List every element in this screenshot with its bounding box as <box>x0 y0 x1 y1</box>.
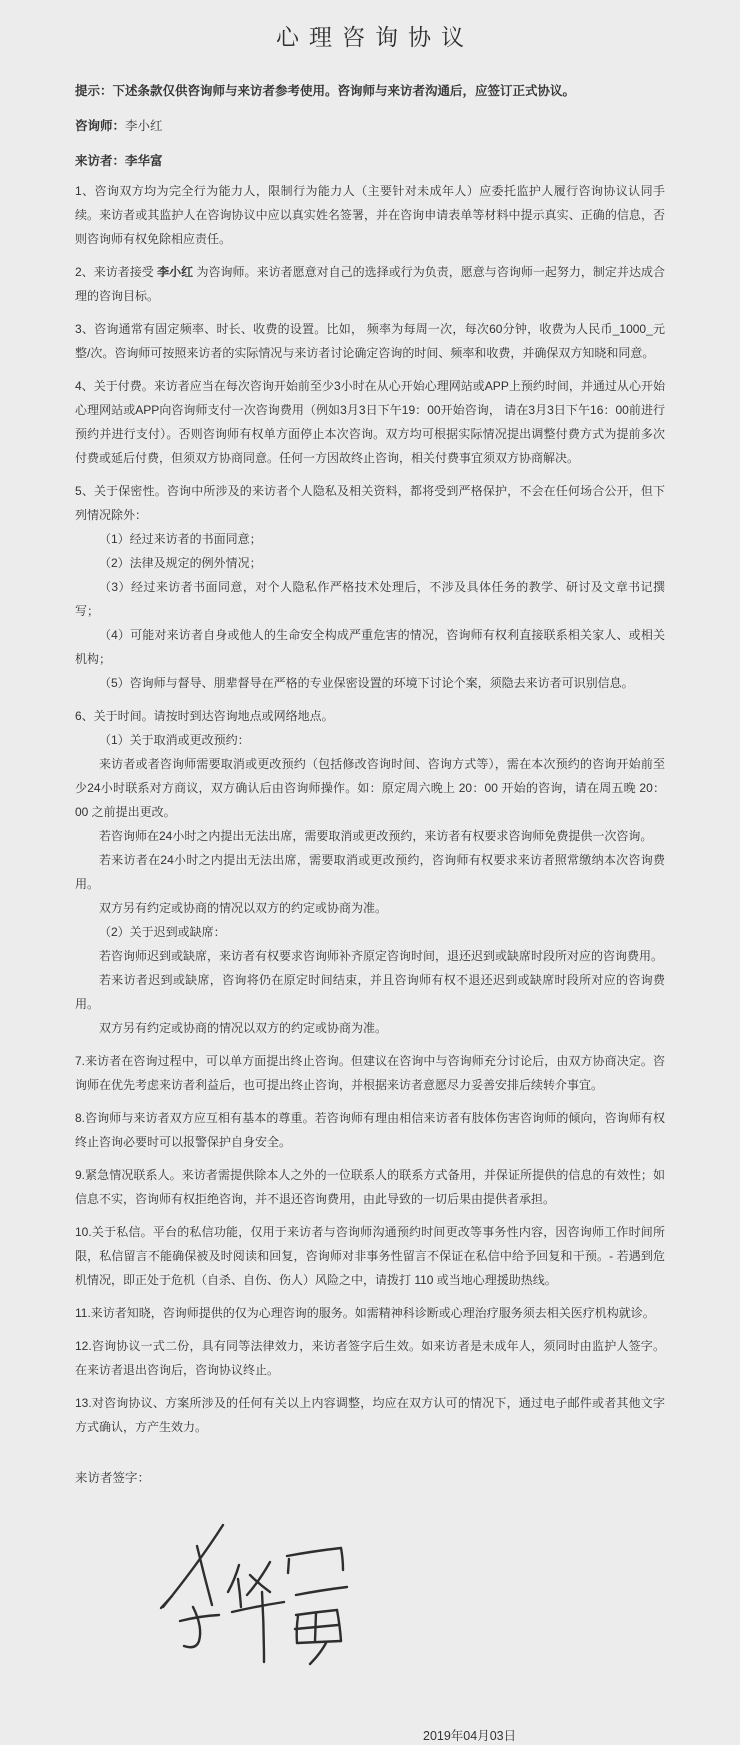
visitor-name: 李华富 <box>125 154 163 168</box>
clause-line: 9.紧急情况联系人。来访者需提供除本人之外的一位联系人的联系方式备用，并保证所提供的信息的有效性；如信息不实，咨询师有权拒绝咨询，并不退还咨询费用，由此导致的一切后果由提供者承担。 <box>75 1168 665 1206</box>
clause-block <box>75 317 665 365</box>
clause-line: （2）法律及规定的例外情况； <box>99 556 262 570</box>
signature-date: 2019年04月03日 <box>423 1729 517 1743</box>
clauses <box>75 179 665 1439</box>
clause-block <box>75 1220 665 1292</box>
clause-line: 若来访者在24小时之内提出无法出席，需要取消或更改预约，咨询师有权要求来访者照常缴纳本次咨询费用。 <box>75 853 665 891</box>
clause-block <box>75 374 665 470</box>
clause-line: （2）关于迟到或缺席： <box>99 925 226 939</box>
counselor-label: 咨询师： <box>75 119 126 133</box>
clause-line: 6、关于时间。请按时到达咨询地点或网络地点。 <box>75 709 334 723</box>
signature-label: 来访者签字： <box>75 1471 151 1485</box>
clause-block <box>75 1391 665 1439</box>
counselor-name: 李小红 <box>125 119 163 133</box>
clause-line: （4）可能对来访者自身或他人的生命安全构成严重危害的情况，咨询师有权利直接联系相关家人、或相关机构； <box>75 628 665 666</box>
clause-line: （3）经过来访者书面同意，对个人隐私作严格技术处理后，不涉及具体任务的教学、研讨及文章书记撰写； <box>75 580 665 618</box>
clause-line: 7.来访者在咨询过程中，可以单方面提出终止咨询。但建议在咨询中与咨询师充分讨论后，由双方协商决定。咨询师在优先考虑来访者利益后，也可提出终止咨询，并根据来访者意愿尽力妥善安排后续转介事宜。 <box>75 1054 665 1092</box>
visitor-row <box>75 152 665 170</box>
clause-line: 8.咨询师与来访者双方应互相有基本的尊重。若咨询师有理由相信来访者有肢体伤害咨询师的倾向，咨询师有权终止咨询必要时可以报警保护自身安全。 <box>75 1111 665 1149</box>
clause-block <box>75 1049 665 1097</box>
clause-block <box>75 179 665 251</box>
clause-line: 5、关于保密性。咨询中所涉及的来访者个人隐私及相关资料，都将受到严格保护，不会在任何场合公开，但下列情况除外： <box>75 484 665 522</box>
clause-line: 10.关于私信。平台的私信功能，仅用于来访者与咨询师沟通预约时间更改等事务性内容，因咨询师工作时间所限，私信留言不能确保被及时阅读和回复，咨询师对非事务性留言不保证在私信中给予回复和干预。- 若遇到危机情况，即正处于危机（自杀、自伤、伤人）风险之中，请拨打 110 或当地心理援助热线。 <box>75 1225 665 1287</box>
clause-block <box>75 479 665 695</box>
clause-line: 2、来访者接受 李小红 为咨询师。来访者愿意对自己的选择或行为负责，愿意与咨询师一起努力，制定并达成合理的咨询目标。 <box>75 265 665 303</box>
page-title: 心理咨询协议 <box>276 24 474 50</box>
clause-line: 3、咨询通常有固定频率、时长、收费的设置。比如， 频率为每周一次，每次60分钟，收费为人民币_1000_元整/次。咨询师可按照来访者的实际情况与来访者讨论确定咨询的时间、频率和收费，并确保双方知晓和同意。 <box>75 322 665 360</box>
visitor-label: 来访者： <box>75 154 126 168</box>
clause-line: 12.咨询协议一式二份，具有同等法律效力，来访者签字后生效。如来访者是未成年人，须同时由监护人签字。在来访者退出咨询后，咨询协议终止。 <box>75 1339 665 1377</box>
clause-block <box>75 1301 665 1325</box>
clause-line: （1）关于取消或更改预约： <box>99 733 250 747</box>
clause-block <box>75 1334 665 1382</box>
clause-line: 若来访者迟到或缺席，咨询将仍在原定时间结束，并且咨询师有权不退还迟到或缺席时段所对应的咨询费用。 <box>75 973 665 1011</box>
clause-line: 双方另有约定或协商的情况以双方的约定或协商为准。 <box>99 1021 388 1035</box>
clause-line: 来访者或者咨询师需要取消或更改预约（包括修改咨询时间、咨询方式等），需在本次预约的咨询开始前至少24小时联系对方商议，双方确认后由咨询师操作。如：原定周六晚上 20：00 开始的咨询，请在周五晚 20：00 之前提出更改。 <box>75 757 665 819</box>
signature-svg <box>138 1517 358 1677</box>
clause-line: （1）经过来访者的书面同意； <box>99 532 262 546</box>
counselor-row <box>75 117 665 135</box>
clause-line: 11.来访者知晓，咨询师提供的仅为心理咨询的服务。如需精神科诊断或心理治疗服务须去相关医疗机构就诊。 <box>75 1306 655 1320</box>
clause-block <box>75 1106 665 1154</box>
clause-block <box>75 704 665 1040</box>
clause-block <box>75 1163 665 1211</box>
clause-line: 4、关于付费。来访者应当在每次咨询开始前至少3小时在从心开始心理网站或APP上预约时间，并通过从心开始心理网站或APP向咨询师支付一次咨询费用（例如3月3日下午19：00开始咨询， 请在3月3日下午16：00前进行预约并进行支付）。否则咨询师有权单方面停止本次咨询。双方均可根据实际情况提出调整付费方式为提前多次付费或延后付费，但须双方协商同意。任何一方因故终止咨询，相关付费事宜须双方协商解决。 <box>75 379 665 465</box>
clause-line: 若咨询师迟到或缺席，来访者有权要求咨询师补齐原定咨询时间，退还迟到或缺席时段所对应的咨询费用。 <box>99 949 664 963</box>
visitor-signature <box>138 1517 358 1677</box>
clause-line: 若咨询师在24小时之内提出无法出席，需要取消或更改预约，来访者有权要求咨询师免费提供一次咨询。 <box>99 829 653 843</box>
clause-line: 双方另有约定或协商的情况以双方的约定或协商为准。 <box>99 901 388 915</box>
notice-text: 提示：下述条款仅供咨询师与来访者参考使用。咨询师与来访者沟通后，应签订正式协议。 <box>75 84 576 98</box>
clause-line: 13.对咨询协议、方案所涉及的任何有关以上内容调整，均应在双方认可的情况下，通过电子邮件或者其他文字方式确认，方产生效力。 <box>75 1396 665 1434</box>
clause-block <box>75 260 665 308</box>
clause-line: （5）咨询师与督导、朋辈督导在严格的专业保密设置的环境下讨论个案，须隐去来访者可识别信息。 <box>99 676 634 690</box>
clause-line: 1、咨询双方均为完全行为能力人，限制行为能力人（主要针对未成年人）应委托监护人履行咨询协议认同手续。来访者或其监护人在咨询协议中应以真实姓名签署，并在咨询申请表单等材料中提示真实、正确的信息，否则咨询师有权免除相应责任。 <box>75 184 665 246</box>
